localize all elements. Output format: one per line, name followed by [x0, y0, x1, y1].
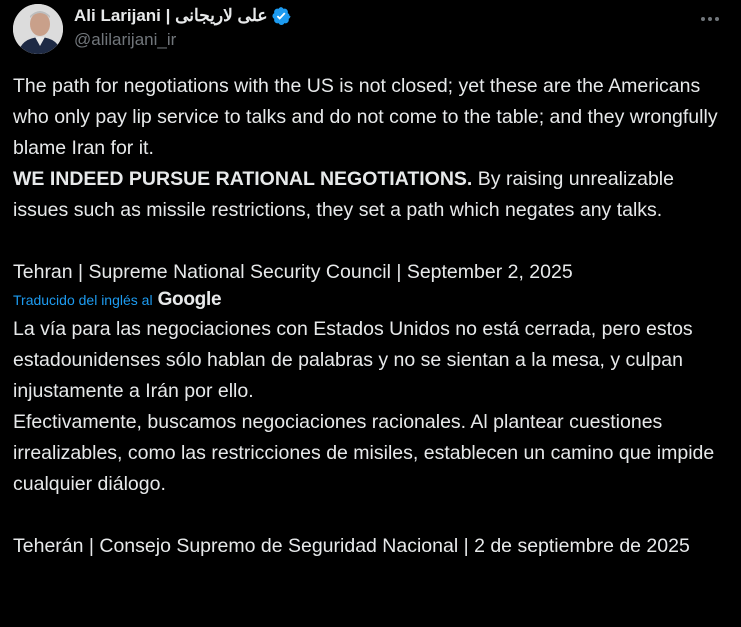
dot-icon	[708, 17, 712, 21]
more-options-button[interactable]	[697, 8, 723, 30]
display-name[interactable]: Ali Larijani | علی لاریجانی	[74, 5, 291, 27]
translated-signature: Teherán | Consejo Supremo de Seguridad Nacional | 2 de septiembre de 2025	[13, 535, 690, 557]
original-signature: Tehran | Supreme National Security Council | September 2, 2025	[13, 261, 573, 283]
original-paragraph-2	[13, 164, 733, 226]
translation-label[interactable]: Traducido del inglés al	[13, 292, 153, 308]
paragraph-text: By raising unrealizable issues such as missile restrictions, they set a path which negates any talks.	[13, 168, 680, 221]
avatar[interactable]	[13, 4, 63, 54]
translated-paragraph-2: Efectivamente, buscamos negociaciones racionales. Al plantear cuestiones irrealizables, como las restricciones de misiles, establecen un camino que impide cualquier diálogo.	[13, 411, 720, 495]
dot-icon	[715, 17, 719, 21]
translation-notice[interactable]	[13, 290, 733, 310]
emphasis-text: WE INDEED PURSUE RATIONAL NEGOTIATIONS.	[13, 168, 473, 190]
tweet-header	[13, 4, 741, 54]
translated-paragraph-1: La vía para las negociaciones con Estados Unidos no está cerrada, pero estos estadounidenses sólo hablan de palabras y no se sientan a la mesa, y culpan injustamente a Irán por ello.	[13, 318, 699, 402]
avatar-photo-icon	[13, 4, 63, 54]
tweet-body	[13, 71, 733, 562]
dot-icon	[701, 17, 705, 21]
original-paragraph-1: The path for negotiations with the US is not closed; yet these are the Americans who only pay lip service to talks and do not come to the table; and they wrongfully blame Iran for it.	[13, 75, 723, 159]
verified-badge-icon	[271, 6, 291, 26]
user-handle[interactable]: @alilarijani_ir	[74, 30, 177, 49]
google-logo: Google	[157, 289, 222, 310]
